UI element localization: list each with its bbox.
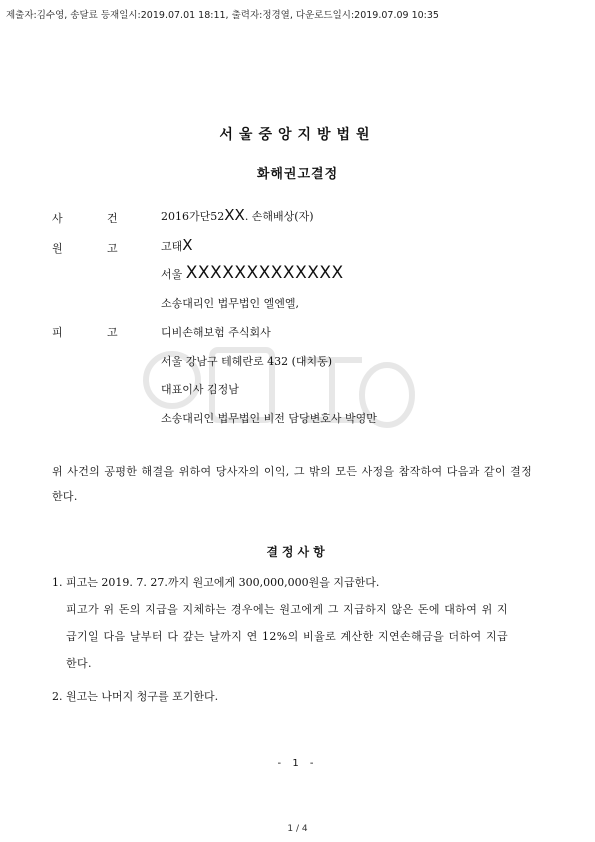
plaintiff-address-redacted: XXXXXXXXXXXXX [185,263,344,283]
decision-item-2: 2. 원고는 나머지 청구를 포기한다. [52,690,219,703]
defendant-address: 서울 강남구 테헤란로 432 (대치동) [161,355,333,368]
decision-item-1: 1. 피고는 2019. 7. 27.까지 원고에게 300,000,000원을 지급한다. [52,576,380,589]
plaintiff-name [161,236,193,254]
case-number-prefix: 2016가단52 [161,210,225,223]
defendant-label-right: 고 [107,326,118,339]
case-number-redacted: XX [224,206,245,224]
document-meta-header: 제출자:김수영, 송달료 등재일시:2019.07.01 18:11, 출력자:정경열, 다운로드일시:2019.07.09 10:35 [6,10,439,21]
defendant-representative: 대표이사 김정남 [161,383,239,396]
plaintiff-name-prefix: 고태 [161,240,183,253]
page-marker: - 1 - [277,758,318,769]
document-title: 화해권고결정 [256,167,339,182]
defendant-counsel: 소송대리인 법무법인 비전 담당변호사 박영만 [161,412,377,425]
plaintiff-label-left: 원 [52,242,63,255]
decision-section-title: 결정사항 [266,545,329,559]
plaintiff-name-redacted: X [182,236,193,254]
intro-paragraph: 위 사건의 공평한 해결을 위하여 당사자의 이익, 그 밖의 모든 사정을 참작하여 다음과 같이 결정한다. [52,465,532,503]
case-name: . 손해배상(자) [244,210,314,223]
defendant-label-left: 피 [52,326,63,339]
case-label-left: 사 [52,212,63,225]
plaintiff-address-prefix: 서울 [161,268,186,281]
court-name: 서울중앙지방법원 [219,127,376,143]
page-count: 1 / 4 [287,824,308,834]
decision-item-1-continuation: 피고가 위 돈의 지급을 지체하는 경우에는 원고에게 그 지급하지 않은 돈에 대하여 위 지급기일 다음 날부터 다 갚는 날까지 연 12%의 비율로 계산한 지연손해금을 더하여 지급한다. [66,603,508,670]
plaintiff-counsel: 소송대리인 법무법인 엘엔엘, [161,297,300,310]
case-number [161,206,314,224]
plaintiff-label-right: 고 [107,242,118,255]
defendant-name: 디비손해보험 주식회사 [161,326,271,339]
plaintiff-address [161,263,344,283]
case-label-right: 건 [107,212,118,225]
